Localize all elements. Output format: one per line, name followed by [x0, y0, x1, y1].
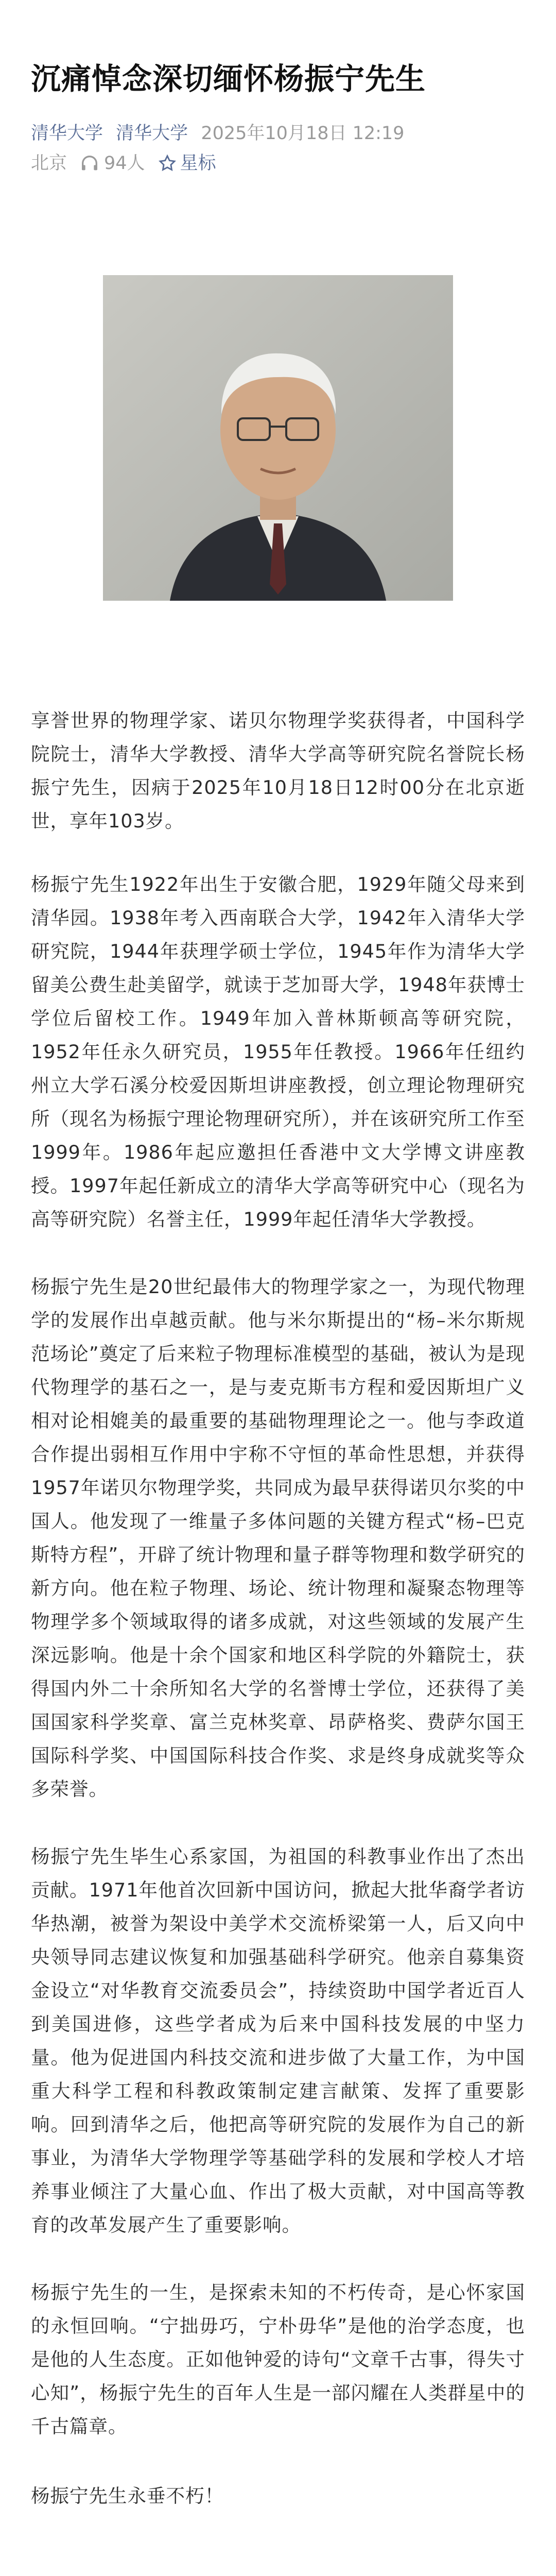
article-title: 沉痛悼念深切缅怀杨振宁先生 [31, 61, 426, 96]
listen-button[interactable] [79, 148, 145, 178]
paragraph: 杨振宁先生毕生心系家国，为祖国的科教事业作出了杰出贡献。1971年他首次回新中国访问，掀起大批华裔学者访华热潮，被誉为架设中美学术交流桥梁第一人，后又向中央领导同志建议恢复和加强基础科学研究。他亲自募集资金设立“对华教育交流委员会”，持续资助中国学者近百人到美国进修，这些学者成为后来中国科技发展的中坚力量。他为促进国内科技交流和进步做了大量工作，为中国重大科学工程和科教政策制定建言献策、发挥了重要影响。回到清华之后，他把高等研究院的发展作为自己的新事业，为清华大学物理学等基础学科的发展和学校人才培养事业倾注了大量心血、作出了极大贡献，对中国高等教育的改革发展产生了重要影响。 [31, 1845, 525, 2236]
paragraph: 杨振宁先生永垂不朽！ [31, 2485, 224, 2507]
paragraph: 杨振宁先生1922年出生于安徽合肥，1929年随父母来到清华园。1938年考入西南联合大学，1942年入清华大学研究院，1944年获理学硕士学位，1945年作为清华大学留美公费生赴美留学，就读于芝加哥大学，1948年获博士学位后留校工作。1949年加入普林斯顿高等研究院，1952年任永久研究员，1955年任教授。1966年任纽约州立大学石溪分校爱因斯坦讲座教授，创立理论物理研究所（现名为杨振宁理论物理研究所），并在该研究所工作至1999年。1986年起应邀担任香港中文大学博文讲座教授。1997年起任新成立的清华大学高等研究中心（现名为高等研究院）名誉主任，1999年起任清华大学教授。 [31, 873, 525, 1230]
article-meta [31, 118, 525, 178]
publish-date: 2025年10月18日 12:19 [201, 123, 405, 144]
headphones-icon [79, 153, 100, 174]
star-button[interactable] [158, 148, 216, 178]
paragraph: 杨振宁先生是20世纪最伟大的物理学家之一，为现代物理学的发展作出卓越贡献。他与米尔斯提出的“杨–米尔斯规范场论”奠定了后来粒子物理标准模型的基础，被认为是现代物理学的基石之一，是与麦克斯韦方程和爱因斯坦广义相对论相媲美的最重要的基础物理理论之一。他与李政道合作提出弱相互作用中宇称不守恒的革命性思想，并获得1957年诺贝尔物理学奖，共同成为最早获得诺贝尔奖的中国人。他发现了一维量子多体问题的关键方程式“杨–巴克斯特方程”，开辟了统计物理和量子群等物理和数学研究的新方向。他在粒子物理、场论、统计物理和凝聚态物理等物理学多个领域取得的诸多成就，对这些领域的发展产生深远影响。他是十余个国家和地区科学院的外籍院士，获得国内外二十余所知名大学的名誉博士学位，还获得了美国国家科学奖章、富兰克林奖章、昂萨格奖、费萨尔国王国际科学奖、中国国际科技合作奖、求是终身成就奖等众多荣誉。 [31, 1276, 525, 1800]
account-link[interactable]: 清华大学 [116, 123, 188, 144]
paragraph: 享誉世界的物理学家、诺贝尔物理学奖获得者，中国科学院院士，清华大学教授、清华大学高等研究院名誉院长杨振宁先生，因病于2025年10月18日12时00分在北京逝世，享年103岁。 [31, 709, 525, 832]
star-icon [158, 154, 177, 173]
article-body [31, 704, 525, 2513]
star-label: 星标 [180, 153, 216, 174]
paragraph: 杨振宁先生的一生，是探索未知的不朽传奇，是心怀家国的永恒回响。“宁拙毋巧，宁朴毋华”是他的治学态度，也是他的人生态度。正如他钟爱的诗句“文章千古事，得失寸心知”，杨振宁先生的百年人生是一部闪耀在人类群星中的千古篇章。 [31, 2281, 525, 2437]
listeners-count: 94人 [104, 153, 145, 174]
portrait-photo [103, 275, 453, 601]
author-name[interactable]: 清华大学 [31, 123, 103, 144]
publish-location: 北京 [31, 153, 67, 174]
